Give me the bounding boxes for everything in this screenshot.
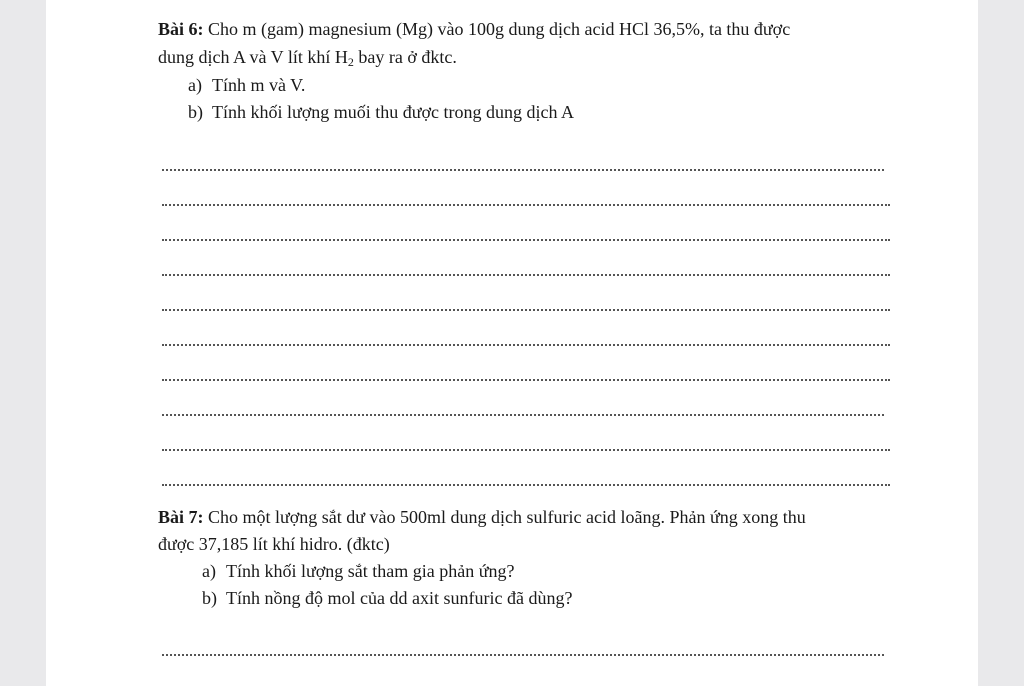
answer-line xyxy=(162,274,890,276)
problem-7-item-b xyxy=(202,587,572,609)
problem-6-item-b-marker: b) xyxy=(188,102,203,122)
worksheet-page xyxy=(46,0,978,686)
problem-6-line-1 xyxy=(158,18,790,40)
problem-6-subscript: 2 xyxy=(347,55,354,69)
answer-line xyxy=(162,414,884,416)
problem-7-line-2 xyxy=(158,533,390,555)
problem-6-line-2 xyxy=(158,46,457,68)
problem-6-item-b xyxy=(188,101,574,123)
answer-line xyxy=(162,204,890,206)
problem-7-item-a-text: Tính khối lượng sắt tham gia phản ứng? xyxy=(226,561,515,581)
answer-line xyxy=(162,379,890,381)
problem-7-item-a-marker: a) xyxy=(202,561,216,581)
problem-7-label: Bài 7: xyxy=(158,507,204,527)
problem-6-text-2-pre: dung dịch A và V lít khí H xyxy=(158,47,348,67)
answer-line xyxy=(162,239,890,241)
problem-6-text-1: Cho m (gam) magnesium (Mg) vào 100g dung dịch acid HCl 36,5%, ta thu được xyxy=(203,19,791,39)
problem-6-text-2-post: bay ra ở đktc. xyxy=(353,47,457,67)
problem-6-item-a xyxy=(188,74,305,96)
problem-6-item-a-text: Tính m và V. xyxy=(212,75,306,95)
problem-6-label: Bài 6: xyxy=(158,19,204,39)
answer-line xyxy=(162,309,890,311)
problem-7-item-b-marker: b) xyxy=(202,588,217,608)
problem-7-line-1 xyxy=(158,506,806,528)
answer-line xyxy=(162,484,890,486)
problem-7-item-a xyxy=(202,560,514,582)
answer-line xyxy=(162,654,884,656)
problem-7-text-1: Cho một lượng sắt dư vào 500ml dung dịch sulfuric acid loãng. Phản ứng xong thu xyxy=(203,507,806,527)
problem-6-item-a-marker: a) xyxy=(188,75,202,95)
answer-line xyxy=(162,344,890,346)
problem-6-item-b-text: Tính khối lượng muối thu được trong dung dịch A xyxy=(212,102,575,122)
answer-line xyxy=(162,449,890,451)
answer-line xyxy=(162,169,884,171)
problem-7-text-2: được 37,185 lít khí hidro. (đktc) xyxy=(158,534,390,554)
problem-7-item-b-text: Tính nồng độ mol của dd axit sunfuric đã dùng? xyxy=(226,588,573,608)
